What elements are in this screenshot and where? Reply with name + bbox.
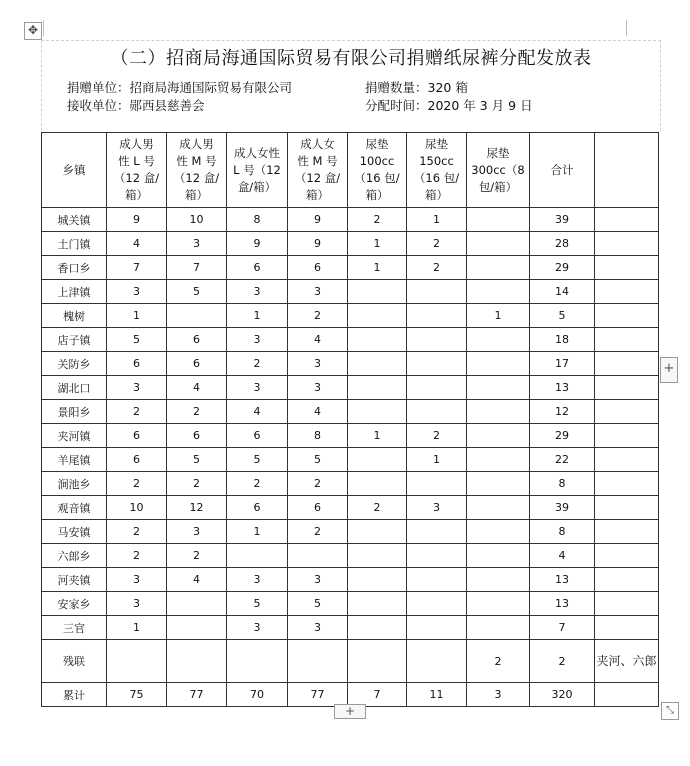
column-header	[530, 133, 595, 208]
column-header-line: 箱）	[365, 188, 389, 202]
value-cell[interactable]	[467, 496, 530, 520]
value-cell[interactable]	[407, 376, 467, 400]
value-cell[interactable]: 6	[288, 256, 348, 280]
note-cell[interactable]	[595, 424, 659, 448]
value-cell[interactable]	[227, 640, 288, 683]
table-row	[42, 376, 659, 400]
page-corner-mark	[610, 20, 627, 36]
column-header	[407, 133, 467, 208]
allocation-table	[41, 132, 659, 707]
column-header-line: 成人女	[300, 137, 335, 151]
value-cell[interactable]: 3	[288, 352, 348, 376]
note-cell[interactable]	[595, 568, 659, 592]
value-cell[interactable]: 2	[167, 472, 227, 496]
town-name-cell[interactable]: 涧池乡	[42, 472, 107, 496]
value-cell[interactable]: 2	[467, 640, 530, 683]
town-name-cell[interactable]: 夹河镇	[42, 424, 107, 448]
note-cell[interactable]	[595, 496, 659, 520]
value-cell[interactable]	[467, 472, 530, 496]
value-cell[interactable]	[407, 328, 467, 352]
value-cell[interactable]	[348, 472, 407, 496]
town-name-cell[interactable]: 城关镇	[42, 208, 107, 232]
value-cell[interactable]	[467, 520, 530, 544]
value-cell[interactable]: 1	[467, 304, 530, 328]
value-cell[interactable]: 6	[227, 256, 288, 280]
value-cell[interactable]	[467, 568, 530, 592]
value-cell[interactable]: 4	[167, 568, 227, 592]
value-cell[interactable]: 1	[348, 232, 407, 256]
value-cell[interactable]: 6	[227, 424, 288, 448]
column-header-line: （12 盒/	[173, 171, 220, 185]
value-cell[interactable]: 18	[530, 328, 595, 352]
table-row	[42, 256, 659, 280]
value-cell[interactable]: 11	[407, 683, 467, 707]
value-cell[interactable]: 3	[107, 376, 167, 400]
value-cell[interactable]	[467, 544, 530, 568]
value-cell[interactable]: 3	[288, 376, 348, 400]
value-cell[interactable]: 10	[107, 496, 167, 520]
column-header-line: 成人男	[179, 137, 214, 151]
value-cell[interactable]: 2	[288, 520, 348, 544]
value-cell[interactable]: 14	[530, 280, 595, 304]
value-cell[interactable]: 4	[288, 400, 348, 424]
value-cell[interactable]: 1	[407, 448, 467, 472]
town-name-cell[interactable]: 槐树	[42, 304, 107, 328]
value-cell[interactable]: 5	[227, 592, 288, 616]
value-cell[interactable]	[227, 544, 288, 568]
value-cell[interactable]: 10	[167, 208, 227, 232]
town-name-cell[interactable]: 羊尾镇	[42, 448, 107, 472]
value-cell[interactable]: 13	[530, 376, 595, 400]
table-row	[42, 496, 659, 520]
value-cell[interactable]: 2	[107, 400, 167, 424]
column-header-line: 箱）	[306, 188, 329, 202]
value-cell[interactable]: 13	[530, 592, 595, 616]
value-cell[interactable]	[348, 640, 407, 683]
value-cell[interactable]	[467, 592, 530, 616]
value-cell[interactable]	[407, 616, 467, 640]
value-cell[interactable]: 8	[288, 424, 348, 448]
note-cell[interactable]	[595, 208, 659, 232]
value-cell[interactable]: 75	[107, 683, 167, 707]
value-cell[interactable]: 4	[530, 544, 595, 568]
column-header-line: 150cc	[419, 154, 454, 168]
value-cell[interactable]: 8	[227, 208, 288, 232]
value-cell[interactable]: 1	[407, 208, 467, 232]
town-name-cell[interactable]: 河夹镇	[42, 568, 107, 592]
column-header-line: 性 L 号	[118, 154, 155, 168]
column-header-line: 箱）	[185, 188, 208, 202]
value-cell[interactable]	[467, 352, 530, 376]
table-row	[42, 280, 659, 304]
table-row	[42, 448, 659, 472]
value-cell[interactable]	[467, 208, 530, 232]
note-cell[interactable]	[595, 616, 659, 640]
value-cell[interactable]: 2	[407, 424, 467, 448]
value-cell[interactable]: 4	[288, 328, 348, 352]
value-cell[interactable]: 3	[407, 496, 467, 520]
table-row	[42, 304, 659, 328]
donor-unit: 捐赠单位：招商局海通国际贸易有限公司	[67, 80, 293, 95]
value-cell[interactable]: 3	[167, 232, 227, 256]
column-header	[42, 133, 107, 208]
value-cell[interactable]: 1	[348, 256, 407, 280]
value-cell[interactable]: 3	[227, 376, 288, 400]
table-header-row	[42, 133, 659, 208]
note-cell[interactable]	[595, 328, 659, 352]
value-cell[interactable]: 29	[530, 424, 595, 448]
value-cell[interactable]	[407, 640, 467, 683]
column-header-line: 成人男	[119, 137, 154, 151]
document-title: （二）招商局海通国际贸易有限公司捐赠纸尿裤分配发放表	[110, 48, 592, 69]
value-cell[interactable]	[348, 568, 407, 592]
value-cell[interactable]: 6	[288, 496, 348, 520]
value-cell[interactable]: 77	[288, 683, 348, 707]
column-header	[288, 133, 348, 208]
column-header-line: 性 M 号	[176, 154, 217, 168]
town-name-cell[interactable]: 景阳乡	[42, 400, 107, 424]
note-cell[interactable]	[595, 352, 659, 376]
value-cell[interactable]: 3	[467, 683, 530, 707]
value-cell[interactable]: 2	[407, 256, 467, 280]
add-column-plus-icon[interactable]: +	[660, 357, 678, 383]
note-cell[interactable]: 夹河、六郎	[595, 640, 659, 683]
town-name-cell[interactable]: 关防乡	[42, 352, 107, 376]
value-cell[interactable]: 2	[107, 520, 167, 544]
value-cell[interactable]: 17	[530, 352, 595, 376]
table-row	[42, 208, 659, 232]
town-name-cell[interactable]: 马安镇	[42, 520, 107, 544]
table-row	[42, 592, 659, 616]
value-cell[interactable]	[467, 616, 530, 640]
value-cell[interactable]	[348, 304, 407, 328]
town-name-cell[interactable]: 观音镇	[42, 496, 107, 520]
column-header-line: （16 包/	[354, 171, 400, 185]
value-cell[interactable]: 22	[530, 448, 595, 472]
note-cell[interactable]	[595, 472, 659, 496]
value-cell[interactable]	[407, 520, 467, 544]
value-cell[interactable]	[407, 280, 467, 304]
column-header	[167, 133, 227, 208]
note-cell[interactable]	[595, 592, 659, 616]
value-cell[interactable]: 3	[107, 568, 167, 592]
value-cell[interactable]: 29	[530, 256, 595, 280]
town-name-cell[interactable]: 上津镇	[42, 280, 107, 304]
value-cell[interactable]	[348, 592, 407, 616]
table-body	[42, 208, 659, 707]
value-cell[interactable]	[167, 640, 227, 683]
value-cell[interactable]: 7	[167, 256, 227, 280]
value-cell[interactable]: 9	[288, 232, 348, 256]
value-cell[interactable]	[348, 520, 407, 544]
value-cell[interactable]	[348, 352, 407, 376]
value-cell[interactable]	[348, 328, 407, 352]
value-cell[interactable]	[407, 352, 467, 376]
column-header-line: 尿垫	[365, 137, 389, 151]
value-cell[interactable]: 5	[288, 448, 348, 472]
value-cell[interactable]: 39	[530, 208, 595, 232]
value-cell[interactable]	[467, 448, 530, 472]
value-cell[interactable]: 6	[227, 496, 288, 520]
allocation-date: 分配时间：2020 年 3 月 9 日	[365, 98, 533, 113]
column-header-line: 成人女性	[234, 145, 280, 160]
value-cell[interactable]: 3	[227, 280, 288, 304]
value-cell[interactable]: 5	[107, 328, 167, 352]
note-cell[interactable]	[595, 280, 659, 304]
value-cell[interactable]	[107, 640, 167, 683]
value-cell[interactable]: 5	[167, 280, 227, 304]
table-row	[42, 232, 659, 256]
value-cell[interactable]: 2	[227, 352, 288, 376]
value-cell[interactable]	[288, 544, 348, 568]
value-cell[interactable]: 3	[107, 280, 167, 304]
value-cell[interactable]	[167, 616, 227, 640]
value-cell[interactable]	[348, 616, 407, 640]
table-row	[42, 328, 659, 352]
value-cell[interactable]	[467, 400, 530, 424]
table-row	[42, 520, 659, 544]
value-cell[interactable]: 3	[288, 616, 348, 640]
value-cell[interactable]: 3	[288, 280, 348, 304]
column-header-line: 300cc（8	[471, 162, 525, 177]
value-cell[interactable]: 2	[167, 400, 227, 424]
value-cell[interactable]: 12	[530, 400, 595, 424]
value-cell[interactable]	[467, 424, 530, 448]
value-cell[interactable]	[467, 232, 530, 256]
value-cell[interactable]	[407, 400, 467, 424]
value-cell[interactable]	[348, 280, 407, 304]
value-cell[interactable]: 8	[530, 472, 595, 496]
value-cell[interactable]: 5	[167, 448, 227, 472]
column-header-line: 100cc	[359, 154, 395, 168]
recipient-unit: 接收单位：郧西县慈善会	[67, 98, 205, 113]
value-cell[interactable]	[407, 544, 467, 568]
town-name-cell[interactable]: 三官	[42, 616, 107, 640]
column-header-line: 包/箱）	[478, 179, 518, 194]
value-cell[interactable]: 320	[530, 683, 595, 707]
note-cell[interactable]	[595, 520, 659, 544]
town-name-cell[interactable]: 店子镇	[42, 328, 107, 352]
table-row	[42, 544, 659, 568]
donation-quantity: 捐赠数量：320 箱	[365, 80, 468, 95]
note-cell[interactable]	[595, 683, 659, 707]
column-header-line: 尿垫	[486, 145, 510, 160]
town-name-cell[interactable]: 安家乡	[42, 592, 107, 616]
value-cell[interactable]: 6	[107, 352, 167, 376]
value-cell[interactable]: 7	[107, 256, 167, 280]
column-header-line: 合计	[550, 162, 574, 177]
column-header-line: （12 盒/	[113, 171, 160, 185]
column-header	[595, 133, 659, 208]
value-cell[interactable]: 9	[288, 208, 348, 232]
value-cell[interactable]: 4	[227, 400, 288, 424]
value-cell[interactable]: 2	[407, 232, 467, 256]
value-cell[interactable]: 2	[107, 544, 167, 568]
column-header	[227, 133, 288, 208]
value-cell[interactable]: 2	[348, 496, 407, 520]
table-row	[42, 568, 659, 592]
value-cell[interactable]: 2	[288, 472, 348, 496]
note-cell[interactable]	[595, 400, 659, 424]
value-cell[interactable]: 9	[107, 208, 167, 232]
value-cell[interactable]	[467, 328, 530, 352]
column-header-line: 乡镇	[62, 162, 86, 177]
value-cell[interactable]	[407, 472, 467, 496]
town-name-cell[interactable]: 土门镇	[42, 232, 107, 256]
value-cell[interactable]	[348, 400, 407, 424]
column-header-line: 性 M 号	[297, 154, 338, 168]
note-cell[interactable]	[595, 544, 659, 568]
column-header	[348, 133, 407, 208]
value-cell[interactable]: 4	[107, 232, 167, 256]
value-cell[interactable]: 2	[348, 208, 407, 232]
town-name-cell[interactable]: 湖北口	[42, 376, 107, 400]
add-row-plus-icon[interactable]: +	[334, 704, 366, 719]
value-cell[interactable]: 7	[530, 616, 595, 640]
table-row	[42, 616, 659, 640]
table-row	[42, 352, 659, 376]
value-cell[interactable]: 28	[530, 232, 595, 256]
value-cell[interactable]: 70	[227, 683, 288, 707]
column-header-line: （16 包/	[413, 171, 460, 185]
value-cell[interactable]: 5	[288, 592, 348, 616]
value-cell[interactable]: 3	[167, 520, 227, 544]
column-header	[107, 133, 167, 208]
value-cell[interactable]	[348, 544, 407, 568]
value-cell[interactable]	[167, 592, 227, 616]
value-cell[interactable]	[348, 448, 407, 472]
column-header-line: 尿垫	[425, 137, 448, 151]
value-cell[interactable]: 2	[288, 304, 348, 328]
column-header-line: 盒/箱）	[237, 179, 277, 194]
value-cell[interactable]: 5	[227, 448, 288, 472]
value-cell[interactable]	[407, 304, 467, 328]
note-cell[interactable]	[595, 376, 659, 400]
value-cell[interactable]: 6	[107, 424, 167, 448]
table-row	[42, 472, 659, 496]
value-cell[interactable]: 5	[530, 304, 595, 328]
column-header-line: 箱）	[125, 188, 148, 202]
value-cell[interactable]: 7	[348, 683, 407, 707]
value-cell[interactable]: 9	[227, 232, 288, 256]
value-cell[interactable]: 4	[167, 376, 227, 400]
column-header-line: （12 盒/	[294, 171, 341, 185]
column-header-line: 箱）	[425, 188, 448, 202]
value-cell[interactable]: 6	[167, 424, 227, 448]
value-cell[interactable]: 39	[530, 496, 595, 520]
table-row	[42, 640, 659, 683]
town-name-cell[interactable]: 累计	[42, 683, 107, 707]
value-cell[interactable]	[467, 256, 530, 280]
note-cell[interactable]	[595, 448, 659, 472]
value-cell[interactable]: 77	[167, 683, 227, 707]
value-cell[interactable]: 6	[167, 352, 227, 376]
town-name-cell[interactable]: 残联	[42, 640, 107, 683]
value-cell[interactable]	[467, 280, 530, 304]
town-name-cell[interactable]: 香口乡	[42, 256, 107, 280]
column-header	[467, 133, 530, 208]
value-cell[interactable]: 2	[167, 544, 227, 568]
resize-icon[interactable]: ⤡	[661, 702, 679, 720]
town-name-cell[interactable]: 六郎乡	[42, 544, 107, 568]
value-cell[interactable]: 3	[227, 568, 288, 592]
value-cell[interactable]: 2	[107, 472, 167, 496]
value-cell[interactable]: 12	[167, 496, 227, 520]
value-cell[interactable]	[467, 376, 530, 400]
column-header-line: L 号（12	[233, 162, 281, 177]
value-cell[interactable]	[167, 304, 227, 328]
value-cell[interactable]: 3	[227, 328, 288, 352]
value-cell[interactable]	[407, 568, 467, 592]
move-handle-icon[interactable]: ✥	[24, 22, 42, 40]
value-cell[interactable]: 2	[227, 472, 288, 496]
table-row	[42, 683, 659, 707]
value-cell[interactable]: 2	[530, 640, 595, 683]
note-cell[interactable]	[595, 256, 659, 280]
value-cell[interactable]: 3	[288, 568, 348, 592]
value-cell[interactable]	[288, 640, 348, 683]
value-cell[interactable]: 3	[227, 616, 288, 640]
table-row	[42, 400, 659, 424]
note-cell[interactable]	[595, 232, 659, 256]
value-cell[interactable]: 3	[107, 592, 167, 616]
value-cell[interactable]: 6	[167, 328, 227, 352]
value-cell[interactable]: 1	[227, 520, 288, 544]
table-row	[42, 424, 659, 448]
value-cell[interactable]: 1	[107, 304, 167, 328]
note-cell[interactable]	[595, 304, 659, 328]
value-cell[interactable]: 13	[530, 568, 595, 592]
value-cell[interactable]: 6	[107, 448, 167, 472]
value-cell[interactable]	[348, 376, 407, 400]
value-cell[interactable]: 1	[107, 616, 167, 640]
value-cell[interactable]	[407, 592, 467, 616]
value-cell[interactable]: 1	[348, 424, 407, 448]
value-cell[interactable]: 1	[227, 304, 288, 328]
value-cell[interactable]: 8	[530, 520, 595, 544]
